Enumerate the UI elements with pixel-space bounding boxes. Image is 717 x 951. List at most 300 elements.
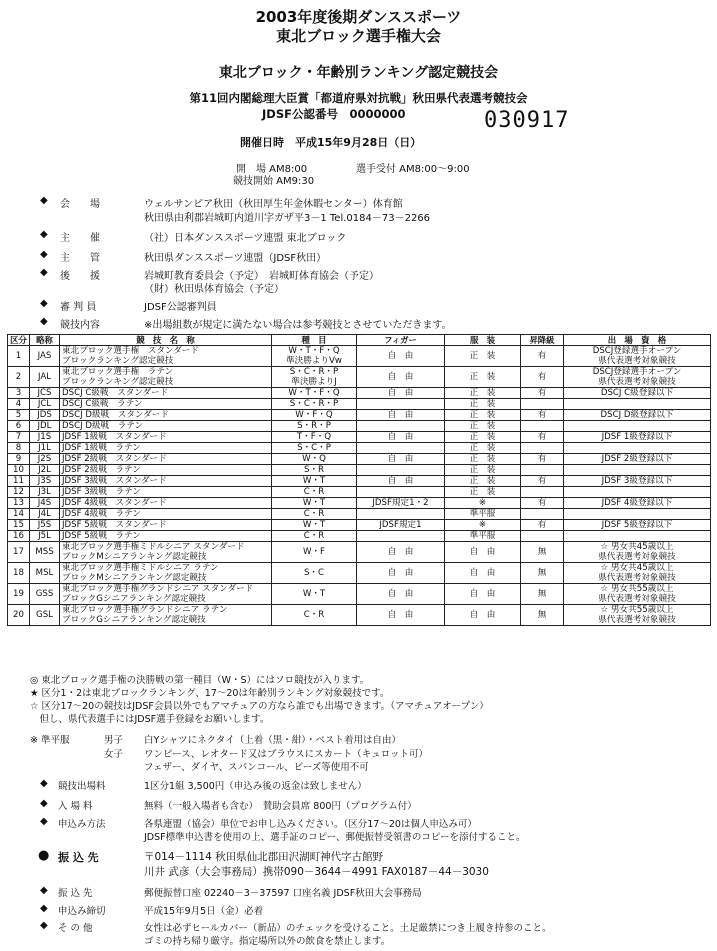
cell-lvl [521,605,564,626]
cell-dress [445,487,521,498]
table-row [8,388,711,399]
cell-qual [564,520,711,531]
cell-qual [564,498,711,509]
cell-text: DSCJ C級登録以下 [600,388,674,398]
cell-code [30,509,60,520]
cell-text: 東北ブロック選手権ミドルシニア ラテン [62,563,219,573]
note-line: ★ 区分1・2は東北ブロックランキング、17～20は年齢別ランキング対象競技です。 [30,688,390,699]
cell-event [272,509,357,520]
cell-event [272,487,357,498]
cell-text: 自 由 [387,351,414,361]
cell-lvl [521,520,564,531]
cell-text: J3L [38,487,51,497]
cell-figure [357,563,445,584]
cell-qual [564,454,711,465]
cell-name [60,454,272,465]
table-row [8,605,711,626]
cell-text: 正 装 [469,372,496,382]
cell-qual [564,542,711,563]
cell-event [272,410,357,421]
male-label: 男子 [104,735,124,746]
cell-lvl [521,487,564,498]
cell-text: DSCJ D級戦 スタンダード [62,410,169,420]
cell-no [8,454,30,465]
column-header: 昇降級 [521,335,564,346]
cell-lvl [521,410,564,421]
cell-name [60,388,272,399]
cell-text: J5L [38,531,51,541]
cell-name [60,410,272,421]
cell-text: 11 [13,476,24,486]
cell-text: 有 [537,498,547,508]
cell-dress [445,388,521,399]
cell-text: 13 [13,498,24,508]
cell-event [272,584,357,605]
column-header: 略称 [30,335,60,346]
cell-name [60,605,272,626]
cell-text: JDSF規定1・2 [372,498,429,508]
detail-value: 平成15年9月5日（金）必着 [144,906,264,917]
cell-lvl [521,432,564,443]
cell-text: JDSF 2級戦 ラテン [62,465,141,475]
cell-qual [564,584,711,605]
cell-text: W・T [302,520,326,530]
table-header-row [8,335,711,346]
cell-text: JAL [37,372,52,382]
bullet-icon: ◆ [40,249,48,260]
cell-event [272,476,357,487]
cell-text: 有 [537,410,547,420]
cell-no [8,584,30,605]
cell-text: DSCJ D級登録以下 [600,410,674,420]
cell-text: JAS [37,351,52,361]
cell-text: 5 [15,410,22,420]
cell-text-2: 準決勝よりVw [286,356,342,366]
cell-text: 20 [13,610,24,620]
cell-text: 自 由 [469,547,496,557]
cell-dress [445,410,521,421]
cell-no [8,542,30,563]
cell-text: JDSF 4級戦 ラテン [62,509,141,519]
info-label: 競技内容 [60,320,100,331]
cell-text: JDL [37,421,52,431]
event-date: 開催日時 平成15年9月28日（日） [240,136,422,149]
cell-text: 正 装 [469,443,496,453]
cell-lvl [521,454,564,465]
cell-text: 正 装 [469,399,496,409]
cell-text: S・C [303,568,325,578]
cell-qual [564,432,711,443]
cell-text: 正 装 [469,487,496,497]
cell-no [8,509,30,520]
info-value: ※出場組数が規定に満たない場合は参考競技とさせていただきます。 [144,320,452,331]
cell-code [30,421,60,432]
cell-figure [357,346,445,367]
cell-dress [445,367,521,388]
cell-text: 東北ブロック選手権ミドルシニア スタンダード [62,542,245,552]
detail-label: 振 込 先 [58,851,99,864]
cell-code [30,520,60,531]
cell-qual [564,443,711,454]
info-value: JDSF公認審判員 [144,302,217,313]
cell-code [30,432,60,443]
cell-lvl [521,421,564,432]
cell-name [60,399,272,410]
cell-text-2: ブロックGシニアランキング認定競技 [62,594,206,604]
cell-figure [357,531,445,542]
cell-text: 無 [537,568,547,578]
cell-text: DSCJ登録選手オープン [592,367,682,377]
cell-code [30,498,60,509]
cell-text: GSS [35,589,54,599]
cell-text: J4L [38,509,51,519]
cell-event [272,432,357,443]
cell-text: 正 装 [469,465,496,475]
cell-figure [357,520,445,531]
table-row [8,542,711,563]
cell-figure [357,367,445,388]
cell-text: C・R [303,531,325,541]
cell-text: 有 [537,372,547,382]
cell-code [30,476,60,487]
cell-text: 自 由 [387,410,414,420]
cell-no [8,487,30,498]
cell-dress [445,584,521,605]
cell-text: DSCJ C級戦 スタンダード [62,388,169,398]
cell-text: ☆ 男女共45歳以上 [600,563,674,573]
cell-text: W・T [302,498,326,508]
cell-lvl [521,531,564,542]
cell-text: JDSF 3級戦 ラテン [62,487,141,497]
cell-text: S・R [303,465,325,475]
cell-text: 有 [537,388,547,398]
cell-no [8,421,30,432]
cell-text: 9 [15,454,22,464]
detail-value: 無料（一般入場者も含む） 賛助会員席 800円（プログラム付） [144,801,417,812]
cell-text: 自 由 [387,610,414,620]
cell-event [272,388,357,399]
cell-text-2: 県代表選考対象競技 [598,573,676,583]
cell-text: ☆ 男女共55歳以上 [600,605,674,615]
cell-text: 無 [537,547,547,557]
cell-figure [357,443,445,454]
cell-no [8,605,30,626]
cell-no [8,443,30,454]
detail-label: 振 込 先 [58,888,93,899]
cell-qual [564,465,711,476]
cell-name [60,509,272,520]
cell-figure [357,465,445,476]
table-row [8,346,711,367]
cell-dress [445,432,521,443]
cell-no [8,498,30,509]
info-label: 会 場 [60,199,100,210]
cell-figure [357,388,445,399]
cell-text: 自 由 [469,568,496,578]
cell-no [8,520,30,531]
column-header: 出 場 資 格 [564,335,711,346]
bullet-icon: ◆ [40,920,48,931]
cell-figure [357,584,445,605]
detail-value: 郵便振替口座 02240－3－37597 口座名義 JDSF秋田大会事務局 [144,888,422,899]
cell-name [60,531,272,542]
competition-table [7,334,711,626]
cell-text: 4 [15,399,22,409]
cell-text: W・Q [302,454,326,464]
cell-lvl [521,346,564,367]
cell-code [30,388,60,399]
cell-lvl [521,443,564,454]
cell-name [60,584,272,605]
cell-text: 準平服 [469,531,496,541]
cell-text: MSS [35,547,54,557]
cell-figure [357,487,445,498]
bullet-icon: ◆ [40,267,48,278]
cell-text: 東北ブロック選手権グランドシニア ラテン [62,605,228,615]
cell-text: 有 [537,476,547,486]
cell-figure [357,432,445,443]
bullet-icon: ◆ [40,798,48,809]
cell-figure [357,399,445,410]
start-time: 競技開始 AM9:30 [233,176,315,187]
table-row [8,367,711,388]
cell-text: 自 由 [387,432,414,442]
cell-text: C・R [303,487,325,497]
cell-text: ※ [478,520,487,530]
cell-text: W・T [302,589,326,599]
note-line: ☆ 区分17～20の競技はJDSF会員以外でもアマチュアの方なら誰でも出場できます。（アマチュアオープン） [30,701,489,712]
cell-code [30,367,60,388]
cell-text: 3 [15,388,22,398]
cell-text: W・T [302,476,326,486]
cell-lvl [521,542,564,563]
info-label: 後 援 [60,271,100,282]
cell-text: 自 由 [387,589,414,599]
table-row [8,498,711,509]
cell-name [60,367,272,388]
female-label: 女子 [104,749,124,760]
cell-text: 東北ブロック選手権 スタンダード [62,346,199,356]
column-header: 区分 [8,335,30,346]
cell-text: JDSF 4級戦 スタンダード [62,498,167,508]
cell-qual [564,346,711,367]
cell-text: JDSF 5級戦 ラテン [62,531,141,541]
cell-text: 有 [537,520,547,530]
cell-code [30,584,60,605]
cell-text: 自 由 [387,388,414,398]
cell-text: DSCJ登録選手オープン [592,346,682,356]
cell-text: T・F・Q [296,432,332,442]
cell-event [272,465,357,476]
cell-text: 16 [13,531,24,541]
cell-name [60,443,272,454]
cell-qual [564,421,711,432]
cell-event [272,520,357,531]
cell-text: C・R [303,509,325,519]
cell-text: 自 由 [469,589,496,599]
table-row [8,487,711,498]
cell-no [8,476,30,487]
cell-code [30,605,60,626]
cell-text: 12 [13,487,24,497]
cell-text: 14 [13,509,24,519]
cell-text: JDSF 2級戦 スタンダード [62,454,167,464]
cell-text-2: 県代表選考対象競技 [598,594,676,604]
female-dress-2: フェザー、ダイヤ、スパンコール、ビーズ等使用不可 [144,762,369,773]
cell-text: JDSF 3級戦 スタンダード [62,476,167,486]
cell-text: 正 装 [469,351,496,361]
cell-code [30,454,60,465]
cell-qual [564,476,711,487]
cell-text: J1S [37,432,52,442]
cell-event [272,498,357,509]
cell-text: 正 装 [469,421,496,431]
detail-label: 申込み方法 [58,819,106,830]
cell-dress [445,520,521,531]
cell-text: MSL [35,568,54,578]
cell-text: 15 [13,520,24,530]
column-header: 服 装 [445,335,521,346]
info-value: ウェルサンピア秋田（秋田厚生年金休暇センター）体育館 [144,199,403,210]
cell-lvl [521,509,564,520]
cell-name [60,432,272,443]
cell-text: 正 装 [469,476,496,486]
table-row [8,509,711,520]
cell-text: W・T・F・Q [288,388,340,398]
cell-no [8,388,30,399]
cell-qual [564,388,711,399]
cell-no [8,432,30,443]
table-row [8,410,711,421]
cell-event [272,443,357,454]
cell-figure [357,542,445,563]
cell-dress [445,421,521,432]
cell-text: 無 [537,589,547,599]
cell-text: 自 由 [387,372,414,382]
open-time: 開 場 AM8:00 [236,164,308,175]
cell-qual [564,410,711,421]
cell-event [272,605,357,626]
cell-text: 10 [13,465,24,475]
cell-text-2: ブロックランキング認定競技 [62,377,174,387]
cell-code [30,443,60,454]
cell-text-2: ブロックGシニアランキング認定競技 [62,615,206,625]
table-row [8,520,711,531]
cell-lvl [521,399,564,410]
detail-label: 申込み締切 [58,906,106,917]
cell-code [30,542,60,563]
cell-lvl [521,563,564,584]
cell-text: J4S [37,498,52,508]
cell-event [272,454,357,465]
cell-no [8,346,30,367]
cell-text: JDSF 1級戦 ラテン [62,443,141,453]
cell-text: 自 由 [387,568,414,578]
cell-text: DSCJ C級戦 ラテン [62,399,143,409]
cell-text: GSL [36,610,53,620]
cell-text: J2L [38,465,51,475]
cell-text: 自 由 [387,476,414,486]
cell-text: ☆ 男女共45歳以上 [600,542,674,552]
cell-dress [445,605,521,626]
detail-value: 〒014－1114 秋田県仙北郡田沢湖町神代字古館野 [144,851,384,863]
cell-text-2: 県代表選考対象競技 [598,552,676,562]
cell-figure [357,605,445,626]
cell-text: JCL [37,399,52,409]
cell-text: JDSF 3級登録以下 [601,476,673,486]
cell-text: 自 由 [387,454,414,464]
cell-dress [445,465,521,476]
cell-text: 東北ブロック選手権 ラテン [62,367,174,377]
cell-text: 1 [15,351,22,361]
cell-event [272,542,357,563]
reception-time: 選手受付 AM8:00～9:00 [356,164,470,175]
jdsf-number: JDSF公認番号 0000000 [262,107,406,121]
cell-text-2: ブロックMシニアランキング認定競技 [62,552,207,562]
bullet-icon: ◆ [40,316,48,327]
cell-text: JDSF規定1 [379,520,422,530]
dress-label: ※ 準平服 [30,735,70,746]
bullet-icon: ◆ [40,903,48,914]
cell-text: JDSF 5級登録以下 [601,520,673,530]
info-label: 主 管 [60,253,100,264]
cell-lvl [521,388,564,399]
detail-value-2: 川井 武彦（大会事務局）携帯090－3644－4991 FAX0187－44－3030 [144,866,489,878]
cell-text: JCS [37,388,52,398]
female-dress: ワンピース、レオタード又はブラウスにスカート（キュロット可） [144,749,428,760]
cell-dress [445,443,521,454]
cell-qual [564,563,711,584]
cell-no [8,563,30,584]
cell-code [30,399,60,410]
bullet-icon: ◆ [40,298,48,309]
detail-label: 競技出場料 [58,781,106,792]
cell-text: JDSF 2級登録以下 [601,454,673,464]
cell-text: 有 [537,351,547,361]
cell-text-2: ブロックランキング認定競技 [62,356,174,366]
cell-no [8,531,30,542]
bullet-icon: ◆ [40,885,48,896]
table-row [8,421,711,432]
cell-text: 6 [15,421,22,431]
cell-figure [357,509,445,520]
detail-value: 1区分1組 3,500円（申込み後の返金は致しません） [144,781,367,792]
cell-text: 19 [13,589,24,599]
cell-text: 8 [15,443,22,453]
cell-dress [445,509,521,520]
cell-name [60,465,272,476]
cell-lvl [521,367,564,388]
cell-no [8,367,30,388]
info-value: 秋田県ダンススポーツ連盟（JDSF秋田） [144,253,327,264]
cell-text: 2 [15,372,22,382]
cell-dress [445,531,521,542]
cell-text: J5S [37,520,52,530]
cell-text-2: 県代表選考対象競技 [598,615,676,625]
cell-code [30,487,60,498]
cell-event [272,421,357,432]
cell-event [272,563,357,584]
cell-code [30,346,60,367]
cell-name [60,476,272,487]
cell-qual [564,399,711,410]
cell-code [30,531,60,542]
cell-text: 7 [15,432,22,442]
cell-text: S・C・R・P [289,399,339,409]
cell-text: 正 装 [469,432,496,442]
cell-text: W・T・F・Q [288,346,340,356]
cell-event [272,531,357,542]
